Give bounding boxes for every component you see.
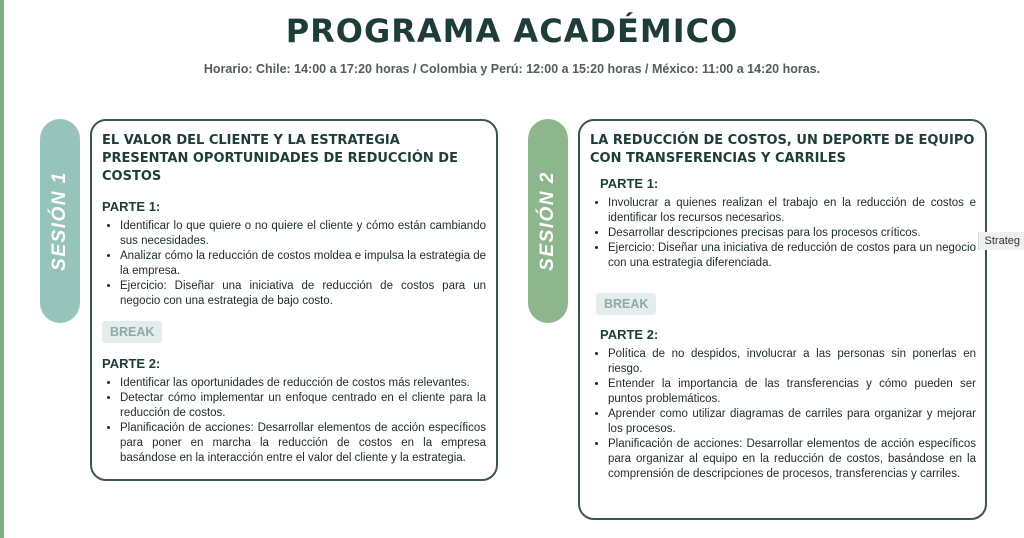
side-panel-tab[interactable]: Strateg	[978, 232, 1024, 250]
session-1-part2-list	[102, 376, 486, 466]
page-title: PROGRAMA ACADÉMICO	[285, 12, 739, 50]
session-1-title: EL VALOR DEL CLIENTE Y LA ESTRATEGIA PRESENTAN OPORTUNIDADES DE REDUCCIÓN DE COSTOS	[102, 133, 458, 184]
session-2-title: LA REDUCCIÓN DE COSTOS, UN DEPORTE DE EQUIPO CON TRANSFERENCIAS Y CARRILES	[590, 133, 975, 166]
list-item: • Política de no despidos, involucrar a las personas sin ponerlas en riesgo.	[608, 347, 976, 377]
left-accent-bar	[0, 0, 4, 538]
session-2-tab	[528, 119, 568, 323]
session-1-part1-title: PARTE 1:	[102, 199, 161, 214]
session-2-card	[578, 119, 987, 520]
list-item: • Aprender como utilizar diagramas de carriles para organizar y mejorar los procesos.	[608, 407, 976, 437]
session-2-part2-title: PARTE 2:	[600, 327, 659, 342]
list-item: • Planificación de acciones: Desarrollar elementos de acción específicos para organizar al equipo en la reducción de costos, basándose en la comprensión de descripciones de procesos, transferencias y carriles.	[608, 437, 976, 482]
session-1-card	[90, 119, 498, 481]
session-1-part1-list	[102, 219, 486, 309]
list-item: • Identificar lo que quiere o no quiere el cliente y cómo están cambiando sus necesidades.	[120, 219, 486, 249]
list-item: • Ejercicio: Diseñar una iniciativa de reducción de costos para un negocio con una estrategia de bajo costo.	[120, 279, 486, 309]
list-item: • Analizar cómo la reducción de costos moldea e impulsa la estrategia de la empresa.	[120, 249, 486, 279]
list-item: • Planificación de acciones: Desarrollar elementos de acción específicos para poner en marcha la reducción de costos en la empresa basándose en la interacción entre el valor del cliente y la estrategia.	[120, 421, 486, 466]
session-2-part1-title: PARTE 1:	[600, 176, 659, 191]
session-1-break-badge: BREAK	[102, 321, 162, 343]
session-2-break-badge: BREAK	[596, 293, 656, 315]
list-item: • Detectar cómo implementar un enfoque centrado en el cliente para la reducción de costos.	[120, 391, 486, 421]
list-item: • Ejercicio: Diseñar una iniciativa de reducción de costos para un negocio con una estrategia diferenciada.	[608, 241, 976, 271]
session-2-part2-list	[590, 347, 976, 482]
schedule-text: Horario: Chile: 14:00 a 17:20 horas / Colombia y Perú: 12:00 a 15:20 horas / México: 11:00 a 14:20 horas.	[203, 62, 821, 76]
session-2-part1-list	[590, 196, 976, 271]
list-item: • Desarrollar descripciones precisas para los procesos críticos.	[608, 226, 976, 241]
session-2-tab-label: SESIÓN 2	[537, 171, 558, 271]
session-1-tab-label: SESIÓN 1	[49, 171, 70, 271]
session-1-part2-title: PARTE 2:	[102, 356, 161, 371]
list-item: • Identificar las oportunidades de reducción de costos más relevantes.	[120, 376, 486, 391]
session-1-tab	[40, 119, 80, 323]
list-item: • Involucrar a quienes realizan el trabajo en la reducción de costos e identificar los recursos necesarios.	[608, 196, 976, 226]
list-item: • Entender la importancia de las transferencias y cómo pueden ser puntos problemáticos.	[608, 377, 976, 407]
